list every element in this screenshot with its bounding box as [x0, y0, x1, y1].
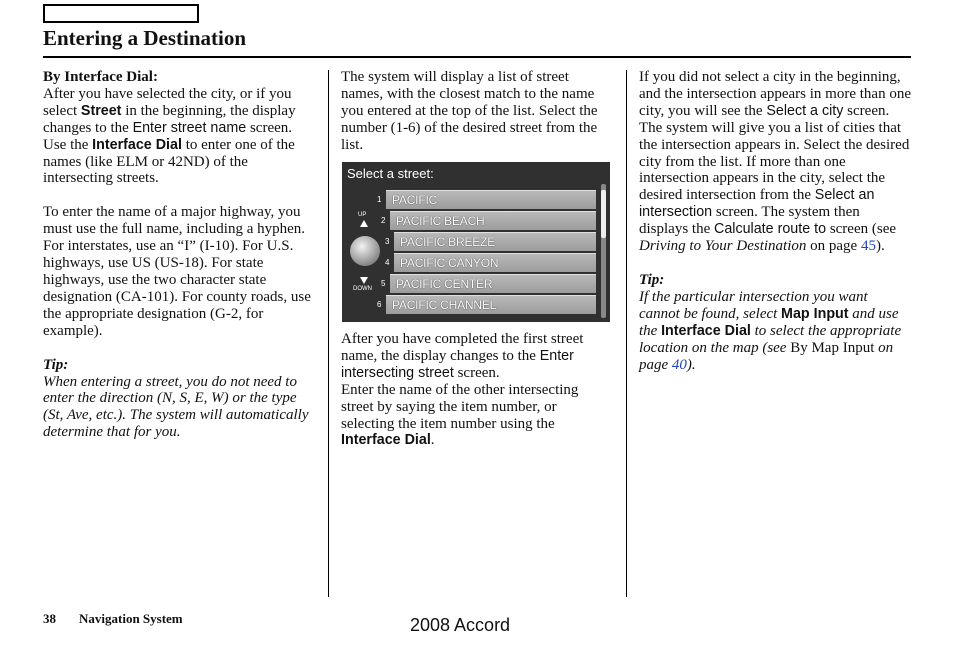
text-run: Driving to Your Destination	[639, 238, 807, 255]
text-run: By Map Input	[790, 339, 875, 356]
text-run: Select a city	[766, 102, 844, 119]
tip-text	[639, 289, 911, 374]
text-run: ).	[875, 238, 885, 255]
paragraph	[639, 69, 911, 255]
text-run: screen (see	[826, 221, 897, 238]
text-run: on page	[806, 238, 861, 255]
column-3	[639, 69, 911, 373]
footer-section: Navigation System	[79, 611, 183, 626]
row-number: 3	[385, 237, 390, 246]
paragraph	[43, 86, 319, 187]
text-run: screen. The system then displays the	[639, 204, 860, 238]
up-arrow-icon	[360, 220, 368, 227]
tip-label: Tip:	[43, 356, 69, 373]
row-number: 5	[381, 279, 386, 288]
street-name: PACIFIC CENTER	[396, 277, 493, 291]
up-label: UP	[358, 212, 367, 218]
text-run: Street	[80, 102, 122, 119]
text-run: screen. Use the	[43, 119, 293, 153]
column-1	[43, 69, 319, 441]
paragraph	[341, 331, 613, 382]
column-2-lower	[341, 331, 613, 449]
text-run: If you did not select a city in the beginning, and the intersection appears in more than one city, you will see the	[639, 69, 911, 119]
text-run: Interface Dial	[661, 322, 751, 339]
header-tab-box	[43, 4, 199, 23]
paragraph: The system will display a list of street names, with the closest match to the name you entered at the top of the list. Select the number (1-6) of the desired street from the list.	[341, 69, 598, 153]
column-divider	[328, 70, 329, 597]
down-arrow-icon	[360, 277, 368, 284]
screen-title: Select a street:	[347, 166, 434, 181]
paragraph: To enter the name of a major highway, you must use the full name, including a hyphen. For interstates, use an “I” (I-10). For U.S. highways, use US (US-18). For state highways, use the two character state designation (CA-101). For county roads, use the appropriate designation (G-2, for example).	[43, 204, 311, 339]
text-run: Interface Dial	[92, 136, 182, 153]
street-row[interactable]	[394, 253, 596, 272]
text-run: Map Input	[781, 305, 849, 322]
text-run[interactable]: 45	[860, 238, 876, 255]
street-name: PACIFIC	[392, 193, 438, 207]
row-number: 4	[385, 258, 390, 267]
text-run: and use the	[639, 305, 899, 339]
column-2	[341, 69, 613, 154]
text-run: ).	[686, 356, 696, 373]
text-run: Calculate route to	[714, 221, 827, 238]
text-run: If the particular intersection you want cannot be found, select	[639, 288, 868, 322]
row-number: 1	[377, 195, 382, 204]
tip-text: When entering a street, you do not need to enter the direction (N, S, E, W) or the type (St, Ave, etc.). The system will automatically determine that for you.	[43, 373, 309, 441]
text-run[interactable]: 40	[671, 356, 687, 373]
street-name: PACIFIC BREEZE	[400, 235, 495, 249]
text-run: Enter intersecting street	[341, 347, 574, 381]
street-name: PACIFIC CANYON	[400, 256, 499, 270]
header-rule	[43, 56, 911, 58]
page-number: 38	[43, 611, 56, 626]
street-row[interactable]	[386, 190, 596, 209]
scrollbar-thumb	[601, 190, 606, 238]
street-row[interactable]	[390, 211, 596, 230]
street-row[interactable]	[386, 295, 596, 314]
page-title: Entering a Destination	[43, 26, 247, 50]
street-row[interactable]	[394, 232, 596, 251]
text-run: Enter street name	[132, 119, 247, 136]
text-run: screen.	[453, 364, 500, 381]
text-run: in the beginning, the display changes to the	[43, 102, 296, 136]
text-run: to select the appropriate location on the map (see	[639, 322, 902, 356]
text-run: .	[430, 432, 435, 449]
text-run: Select an intersection	[639, 187, 875, 221]
text-run: to enter one of the names (like ELM or 42ND) of the intersecting streets.	[43, 136, 295, 187]
column-divider	[626, 70, 627, 597]
text-run: Enter the name of the other intersecting street by saying the item number, or selecting the item number using the	[341, 381, 579, 432]
text-run: Interface Dial	[341, 432, 431, 449]
navigation-screen-image	[342, 162, 610, 322]
row-number: 2	[381, 216, 386, 225]
row-number: 6	[377, 300, 382, 309]
text-run: After you have completed the first street name, the display changes to the	[341, 331, 584, 364]
interface-dial-icon	[350, 236, 380, 266]
down-label: DOWN	[353, 286, 372, 292]
text-run: screen. The system will give you a list of cities that the intersection appears in. Select the desired city from the list. If more than one intersection appears in the city, select the desired intersection from the	[639, 102, 910, 204]
street-row[interactable]	[390, 274, 596, 293]
footer-model: 2008 Accord	[410, 615, 511, 635]
paragraph	[341, 382, 613, 450]
section-heading: By Interface Dial:	[43, 69, 158, 85]
tip-label: Tip:	[639, 271, 665, 288]
text-run: After you have selected the city, or if you select	[43, 85, 292, 119]
street-name: PACIFIC BEACH	[396, 214, 485, 228]
text-run: on page	[639, 339, 894, 373]
street-name: PACIFIC CHANNEL	[392, 298, 497, 312]
